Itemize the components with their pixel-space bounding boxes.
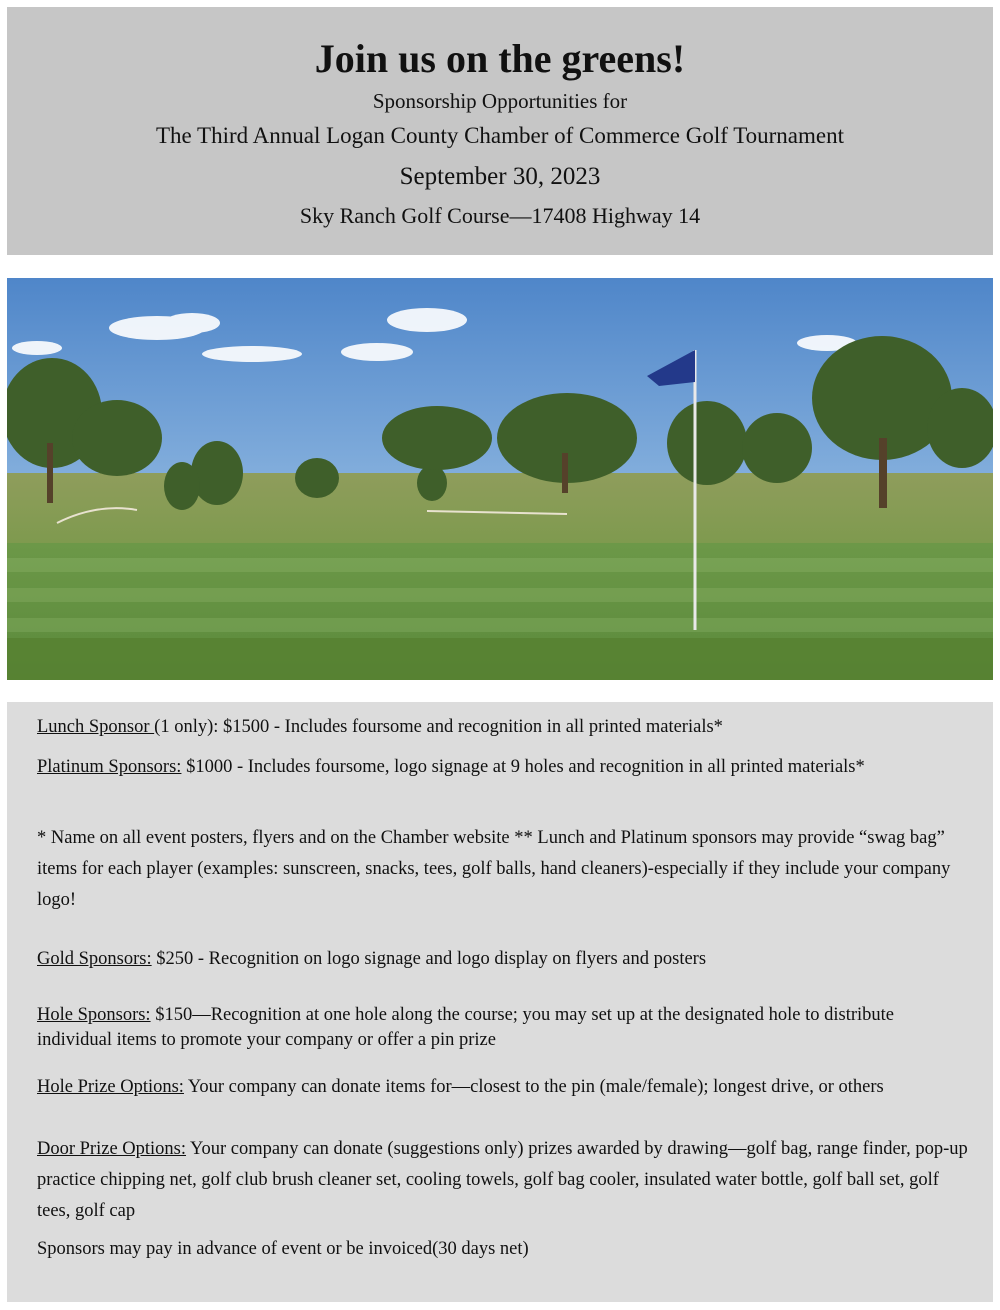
door-prize-options-text: Your company can donate (suggestions only) prizes awarded by drawing—golf bag, range finder, pop-up practice chipping net, golf club brush cleaner set, cooling towels, golf bag cooler, insulated water bottle, golf ball set, golf tees, golf cap [37,1139,968,1221]
door-prize-options [37,1134,972,1227]
platinum-sponsors-label: Platinum Sponsors: [37,757,182,777]
hole-sponsors-text: $150—Recognition at one hole along the course; you may set up at the designated hole to distribute individual items to promote your company or offer a pin prize [37,1005,895,1050]
gold-sponsors-label: Gold Sponsors: [37,949,152,969]
hole-sponsors-label: Hole Sponsors: [37,1005,151,1025]
event-title: The Third Annual Logan County Chamber of Commerce Golf Tournament [155,123,845,148]
hole-prize-options-label: Hole Prize Options: [37,1077,184,1097]
hole-prize-options [37,1075,972,1100]
sponsorship-details [7,702,993,1302]
sponsor-note: * Name on all event posters, flyers and on the Chamber website ** Lunch and Platinum sponsors may provide “swag bag” items for each player (examples: sunscreen, snacks, tees, golf balls, hand cleaners)-especially if they include your company logo! [37,828,951,910]
hole-prize-options-text: Your company can donate items for—closest to the pin (male/female); longest drive, or others [183,1077,884,1097]
event-location: Sky Ranch Golf Course—17408 Highway 14 [299,203,701,228]
gold-sponsors-text: $250 - Recognition on logo signage and logo display on flyers and posters [151,949,707,969]
lunch-sponsor-label: Lunch Sponsor [37,717,155,737]
gold-sponsors [37,944,972,975]
payment-terms: Sponsors may pay in advance of event or be invoiced(30 days net) [37,1239,529,1259]
hole-sponsors [37,1003,972,1053]
platinum-sponsors [37,752,972,783]
header-banner [7,7,993,255]
subheading: Sponsorship Opportunities for [372,89,628,113]
door-prize-options-label: Door Prize Options: [37,1139,187,1159]
platinum-sponsors-text: $1000 - Includes foursome, logo signage at 9 holes and recognition in all printed materials* [181,757,865,777]
golf-course-photo [7,278,993,680]
lunch-sponsor [37,712,972,743]
event-date: September 30, 2023 [399,163,601,190]
headline: Join us on the greens! [314,36,686,81]
lunch-sponsor-text: (1 only): $1500 - Includes foursome and recognition in all printed materials* [154,717,723,737]
